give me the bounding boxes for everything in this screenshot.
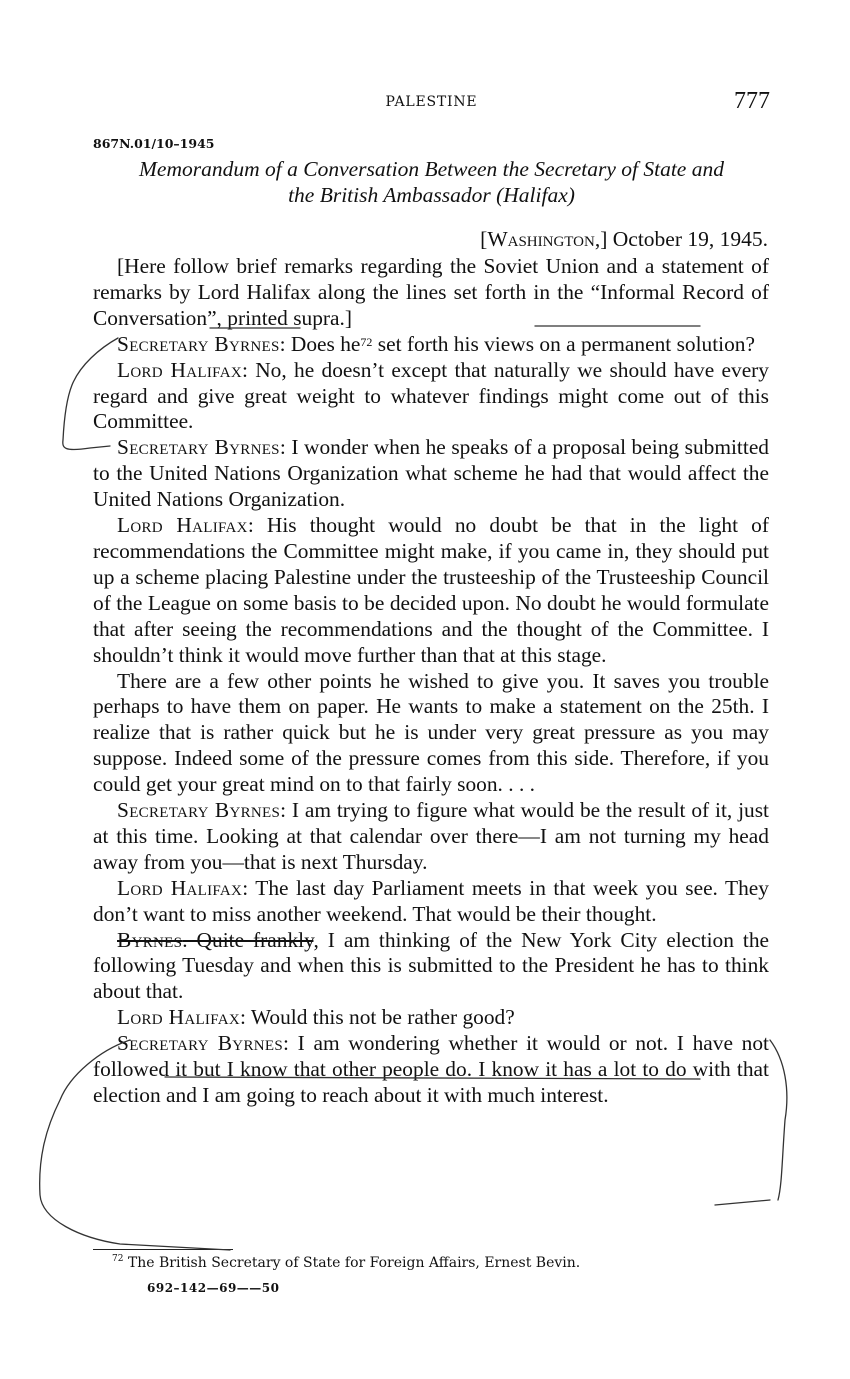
paragraph-text: : No, he doesn’t except that naturally we should have every regard and give great weight to whatever findings might come out of this Committee. [93, 357, 770, 434]
paragraph-text-continued: set forth his views on a permanent solution? [372, 331, 755, 356]
paragraph-text: : Does he [279, 331, 361, 356]
paragraph-intro: [Here follow brief remarks regarding the Soviet Union and a statement of remarks by Lord Halifax along the lines set forth in the “Informal Record of Conversation”, printed supra.] [93, 254, 769, 330]
speaker-name: Secretary Byrnes [117, 331, 280, 356]
running-head [93, 88, 770, 118]
speaker-name-struck: Byrnes [117, 927, 183, 952]
print-code: 692–142—69——50 [147, 1281, 280, 1295]
file-number: 867N.01/10–1945 [93, 136, 215, 151]
footnote-reference: 72 [360, 334, 373, 349]
pencil-underline-with [715, 1200, 770, 1205]
paragraph-halifax-2 [93, 513, 769, 668]
speaker-name: Lord Halifax [117, 513, 248, 538]
dateline-place: [Washington,] [480, 227, 608, 251]
footnote-marker: 72 [112, 1254, 124, 1264]
document-title [85, 156, 778, 208]
document-title-line-1: Memorandum of a Conversation Between the Secretary of State and [139, 157, 724, 181]
document-title-line-2: the British Ambassador (Halifax) [288, 183, 575, 207]
speaker-name: Lord Halifax [117, 875, 243, 900]
pencil-bracket-right [770, 1040, 787, 1200]
footnote [112, 1255, 580, 1271]
paragraph-text: : I am trying to figure what would be the result of it, just at this time. Looking at that calendar over there—I am not turning my head away from you—that is next Thursday. [93, 798, 769, 874]
paragraph-byrnes-3 [93, 798, 769, 876]
paragraph-text: : The last day Parliament meets in that week you see. They don’t want to miss another weekend. That would be their thought. [93, 875, 769, 926]
speaker-name: Secretary Byrnes [117, 435, 280, 460]
footnote-rule [93, 1249, 233, 1250]
speaker-name: Secretary Byrnes [117, 1031, 283, 1056]
paragraph-text: : I wonder when he speaks of a proposal being submitted to the United Nations Organization what scheme he had that would affect the United Nations Organization. [93, 435, 770, 512]
paragraph-halifax-3: There are a few other points he wished to give you. It saves you trouble perhaps to have them on paper. He wants to make a statement on the 25th. I realize that is rather quick but he is under very great pressure as you may suppose. Indeed some of the pressure comes from this side. Therefore, if you could get your great mind on to that fairly soon. . . . [93, 668, 769, 797]
footnote-text: The British Secretary of State for Foreign Affairs, Ernest Bevin. [123, 1255, 581, 1271]
paragraph-byrnes-2 [93, 435, 769, 513]
paragraph-text: : Would this not be rather good? [240, 1005, 515, 1030]
paragraph-halifax-1 [93, 358, 769, 436]
struck-text: . Quite frankly [182, 927, 314, 952]
dateline-date: October 19, 1945. [607, 227, 768, 251]
paragraph-text: , I am thinking of the New York City election the following Tuesday and when this is submitted to the President he has to think about that. [93, 927, 770, 1004]
paragraph-text: : His thought would no doubt be that in the light of recommendations the Committee might make, if you came in, they should put up a scheme placing Palestine under the trusteeship of the Trusteeship Council of the League on some basis to be decided upon. No doubt he would formulate that after seeing the recommendations and the thought of the Committee. I shouldn’t think it would move further than that at this stage. [93, 513, 770, 667]
paragraph-byrnes-1 [93, 332, 769, 358]
dateline [480, 227, 768, 252]
speaker-name: Lord Halifax [117, 1005, 241, 1030]
paragraph-halifax-5 [93, 1005, 769, 1031]
speaker-name: Lord Halifax [117, 357, 242, 382]
paragraph-halifax-4 [93, 876, 769, 928]
paragraph-byrnes-5 [93, 1031, 769, 1109]
memorandum-body [93, 254, 769, 1109]
page-number: 777 [734, 88, 770, 114]
paragraph-byrnes-4 [93, 928, 769, 1006]
speaker-name: Secretary Byrnes [117, 798, 281, 823]
running-head-title: PALESTINE [385, 94, 478, 110]
paragraph-text: : I am wondering whether it would or not. I have not followed it but I know that other people do. I know it has a lot to do with that election and I am going to reach about it with much interest. [93, 1031, 769, 1107]
